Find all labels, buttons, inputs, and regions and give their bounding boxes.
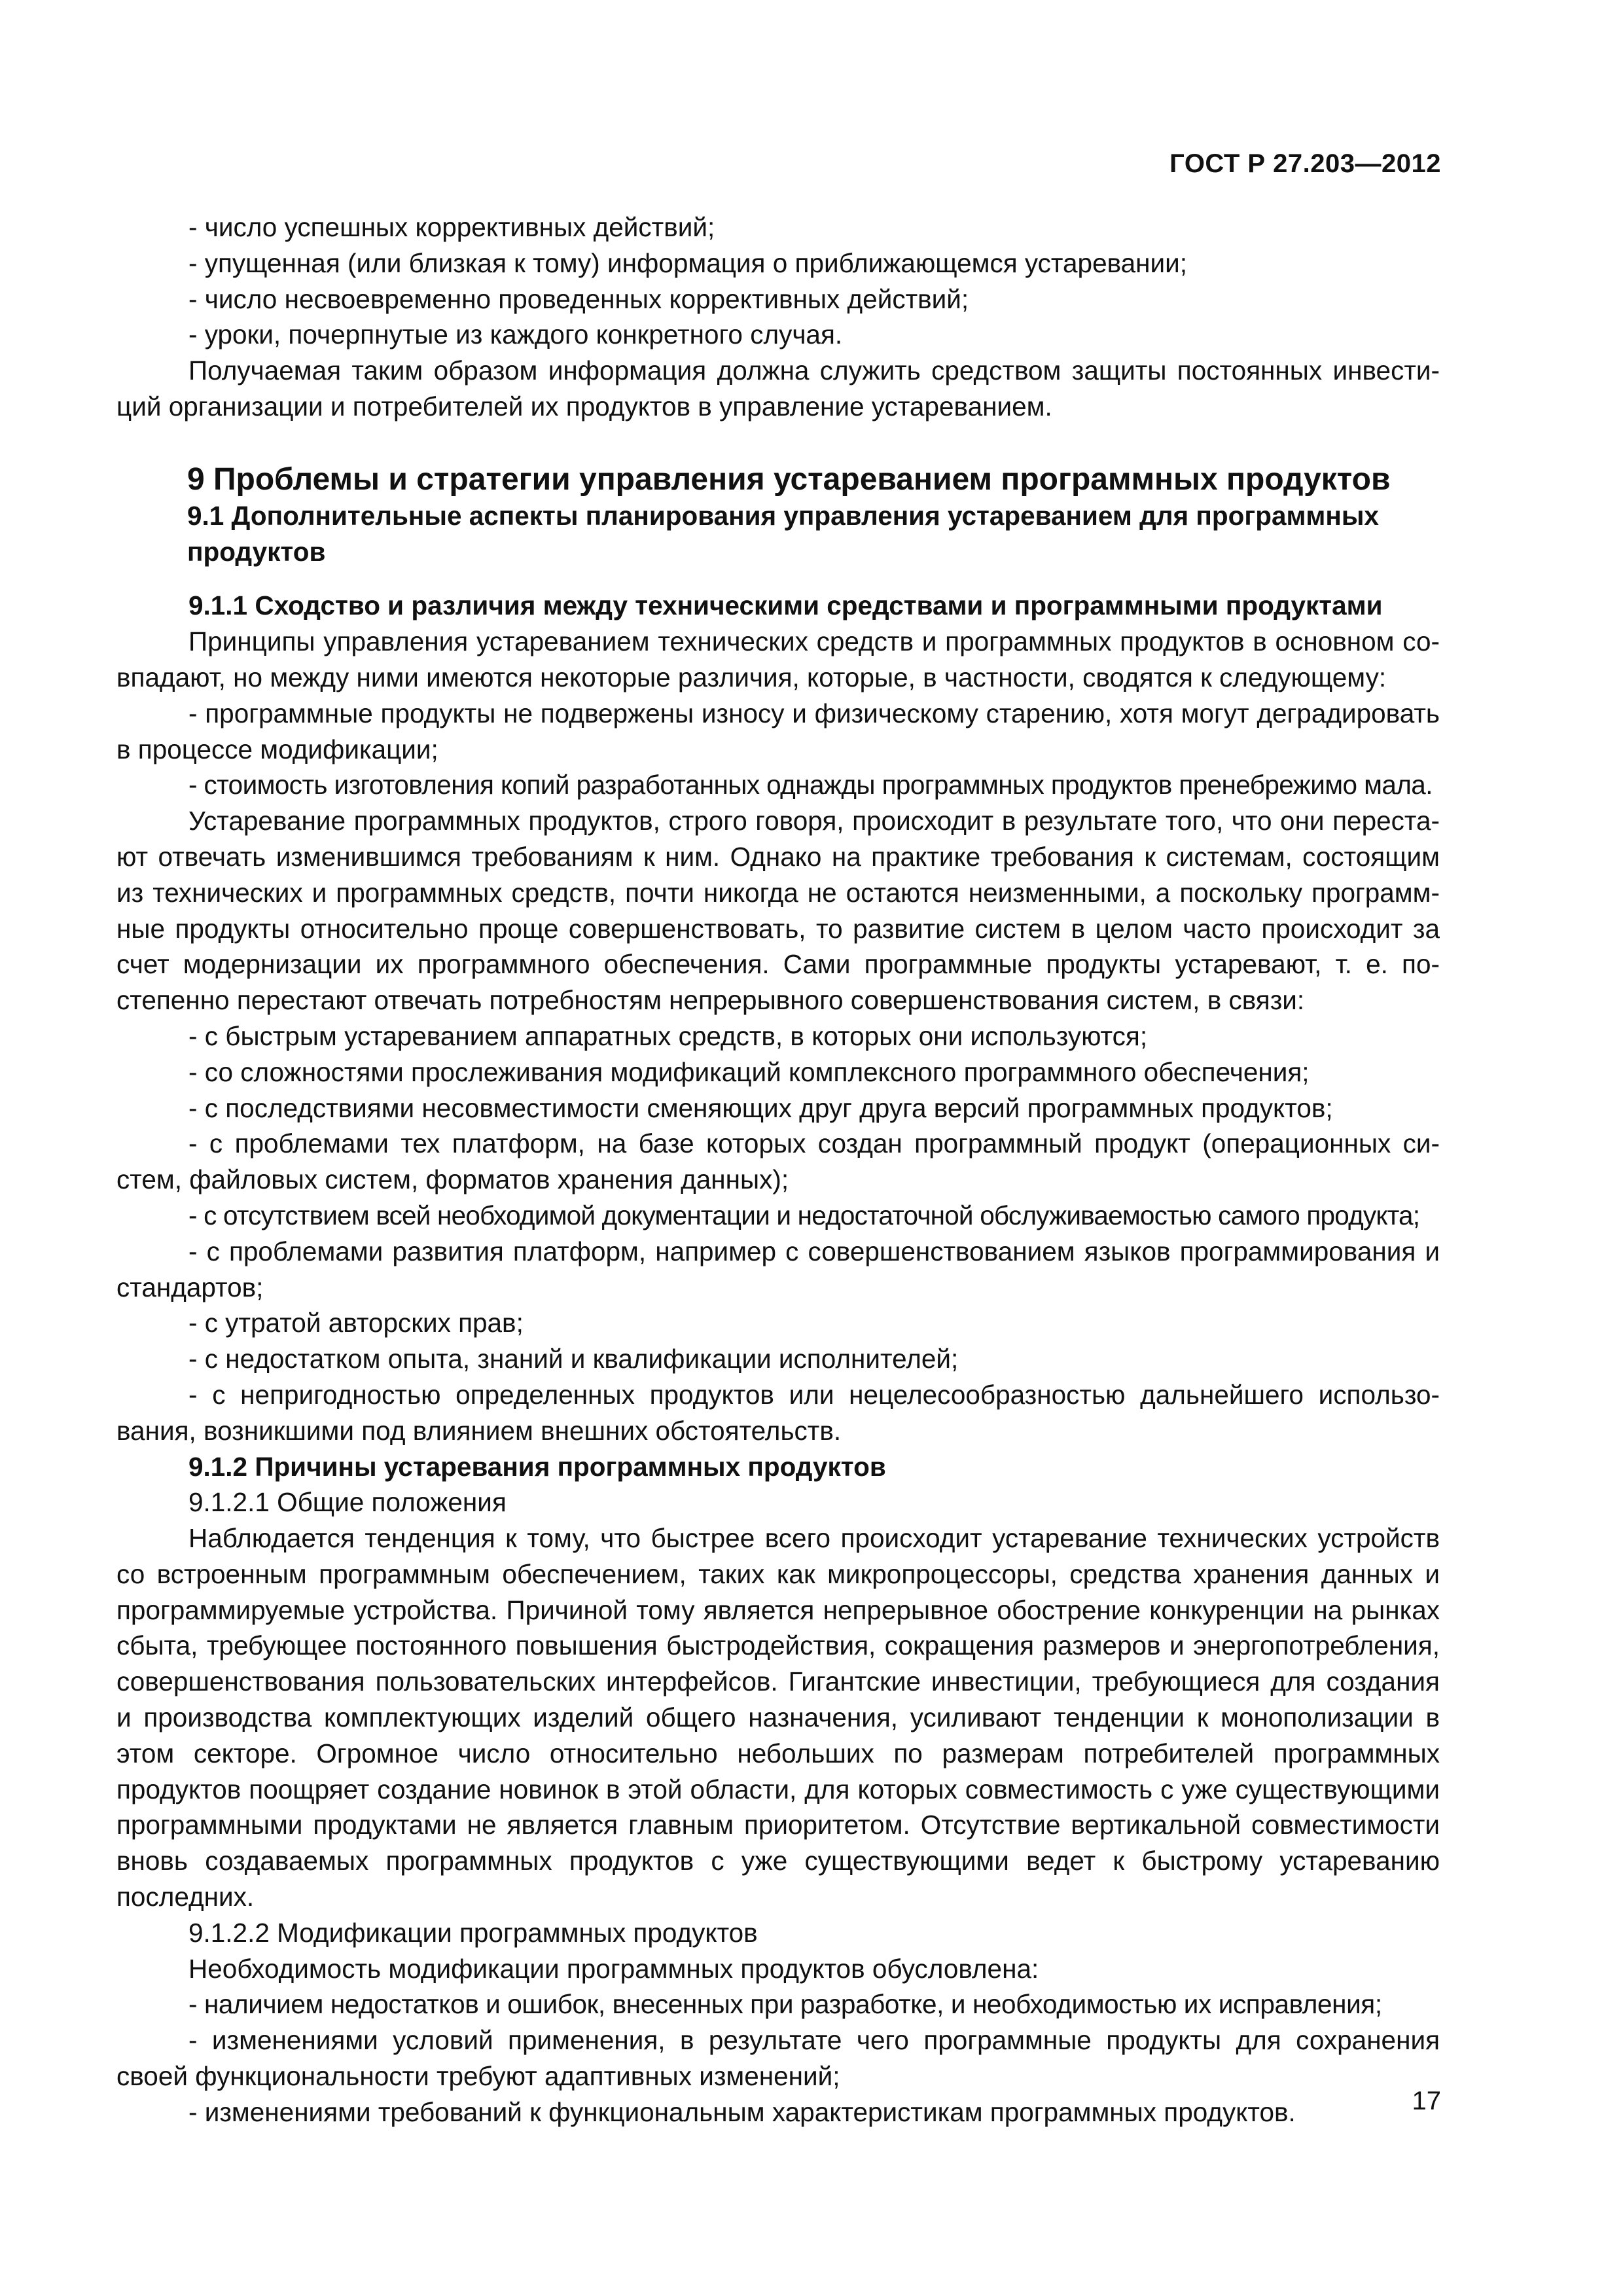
list-item: - число успешных коррективных действий; bbox=[188, 212, 715, 242]
subsubsection-heading-9-1-2: 9.1.2 Причины устаревания программных продуктов bbox=[188, 1451, 886, 1482]
page-number: 17 bbox=[1412, 2087, 1441, 2115]
list-item: - изменениями условий применения, в результате чего программные продукты для сохранения своей функциональности требуют адаптивных изменений; bbox=[116, 2025, 1440, 2092]
list-item: - программные продукты не подвержены износу и физическому старению, хотя могут деградировать в процессе модификации; bbox=[116, 698, 1440, 764]
document-header: ГОСТ Р 27.203—2012 bbox=[1169, 149, 1441, 178]
list-item: - с утратой авторских прав; bbox=[188, 1308, 524, 1338]
list-item: - уроки, почерпнутые из каждого конкретного случая. bbox=[188, 319, 843, 350]
list-item: - наличием недостатков и ошибок, внесенных при разработке, и необходимостью их исправления; bbox=[188, 1989, 1382, 2020]
list-item: - со сложностями прослеживания модификаций комплексного программного обеспечения; bbox=[188, 1056, 1310, 1087]
list-item: - с проблемами развития платформ, например с совершенствованием языков программирования и стандартов; bbox=[116, 1236, 1440, 1302]
paragraph: Принципы управления устареванием технических средств и программных продуктов в основном совпадают, но между ними имеются некоторые различия, которые, в частности, сводятся к следующему: bbox=[116, 626, 1440, 692]
list-item: - число несвоевременно проведенных коррективных действий; bbox=[188, 283, 969, 314]
paragraph: Получаемая таким образом информация должна служить средством защиты постоянных инвестиций организации и потребителей их продуктов в управление устареванием. bbox=[116, 355, 1440, 422]
clause-heading-9-1-2-2: 9.1.2.2 Модификации программных продуктов bbox=[188, 1917, 758, 1948]
list-item: - с быстрым устареванием аппаратных средств, в которых они используются; bbox=[188, 1020, 1148, 1051]
paragraph: Необходимость модификации программных продуктов обусловлена: bbox=[188, 1953, 1039, 1984]
list-item: - с проблемами тех платформ, на базе которых создан программный продукт (операционных систем, файловых систем, форматов хранения данных); bbox=[116, 1128, 1440, 1195]
list-item: - упущенная (или близкая к тому) информация о приближающемся устаревании; bbox=[188, 247, 1188, 278]
paragraph: Наблюдается тенденция к тому, что быстрее всего происходит устаревание технических устройств со встроенным программным обеспечением, таких как микропроцессоры, средства хранения данных и программируемые устройства. Причиной тому является непрерывное обострение конкуренции на рынках сбыта, требующее постоянного повышения быстродействия, сокращения размеров и энергопотребления, совершенствования пользовательских интерфейсов. Гигантские инвестиции, требующиеся для создания и производства комплектующих изделий общего назначения, усиливают тенденции к монополизации в этом секторе. Огромное число относительно небольших по размерам потребителей программных продуктов поощряет создание новинок в этой области, для которых совместимость с уже существующими программными продуктами не является главным приоритетом. Отсутствие вертикальной совместимости вновь создаваемых программных продуктов с уже существующими ведет к быстрому устареванию последних. bbox=[116, 1523, 1440, 1912]
list-item: - с последствиями несовместимости сменяющих друг друга версий программных продуктов; bbox=[188, 1092, 1333, 1123]
list-item: - с отсутствием всей необходимой документации и недостаточной обслуживаемостью самого продукта; bbox=[188, 1200, 1420, 1230]
section-heading-9: 9 Проблемы и стратегии управления устареванием программных продуктов bbox=[187, 461, 1391, 497]
list-item: - с непригодностью определенных продуктов или нецелесообразностью дальнейшего использования, возникшими под влиянием внешних обстоятельств. bbox=[116, 1379, 1440, 1446]
subsubsection-heading-9-1-1: 9.1.1 Сходство и различия между техническими средствами и программными продуктами bbox=[188, 590, 1383, 621]
list-item: - стоимость изготовления копий разработанных однажды программных продуктов пренебрежимо мала. bbox=[188, 770, 1433, 800]
document-body bbox=[116, 209, 1440, 2130]
paragraph: Устаревание программных продуктов, строго говоря, происходит в результате того, что они перестают отвечать изменившимся требованиям к ним. Однако на практике требования к системам, состоящим из технических и программных средств, почти никогда не остаются неизменными, а поскольку программные продукты относительно проще совершенствовать, то развитие систем в целом часто происходит за счет модернизации их программного обеспечения. Сами программные продукты устаревают, т. е. постепенно перестают отвечать потребностям непрерывного совершенствования систем, в связи: bbox=[116, 806, 1440, 1016]
clause-heading-9-1-2-1: 9.1.2.1 Общие положения bbox=[188, 1487, 507, 1518]
subsection-heading-9-1: 9.1 Дополнительные аспекты планирования управления устареванием для программных продуктов bbox=[187, 500, 1379, 567]
list-item: - изменениями требований к функциональным характеристикам программных продуктов. bbox=[188, 2096, 1296, 2127]
list-item: - с недостатком опыта, знаний и квалификации исполнителей; bbox=[188, 1344, 959, 1374]
